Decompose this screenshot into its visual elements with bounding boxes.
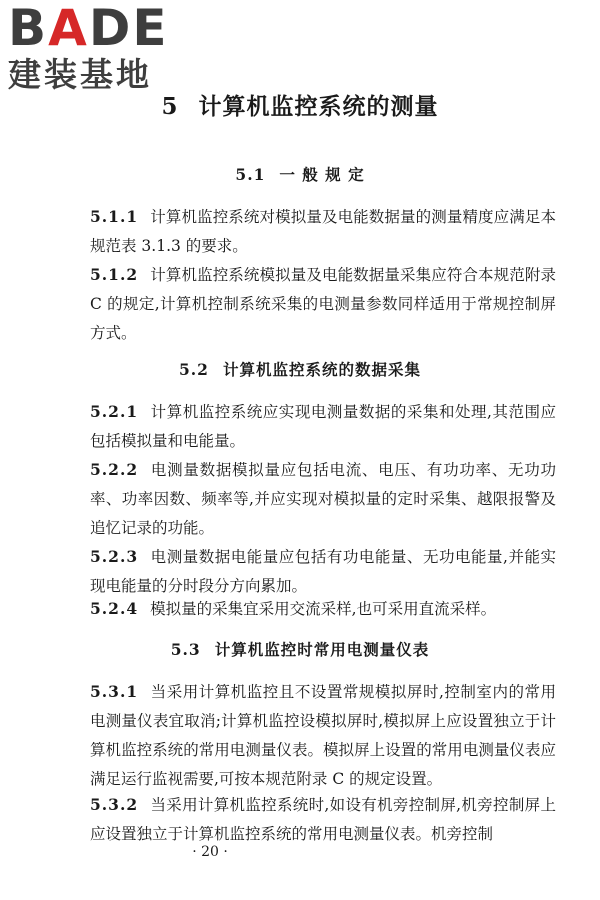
clause-text: 计算机监控系统应实现电测量数据的采集和处理,其范围应包括模拟量和电能量。 [90, 403, 556, 450]
clause-number: 5.1.1 [90, 207, 139, 226]
clause [90, 542, 556, 601]
clause-number: 5.3.1 [90, 682, 139, 701]
clause-number: 5.2.4 [90, 599, 139, 618]
chapter-title [0, 88, 600, 121]
section-heading: 5.2 计算机监控系统的数据采集 [179, 360, 421, 379]
chapter-number: 5 [161, 93, 179, 120]
clause-text: 电测量数据电能量应包括有功电能量、无功电能量,并能实现电能量的分时段分方向累加。 [90, 548, 556, 595]
clause [90, 397, 556, 456]
clause-text: 计算机监控系统模拟量及电能数据量采集应符合本规范附录 C 的规定,计算机控制系统采集的电测量参数同样适用于常规控制屏方式。 [90, 266, 556, 342]
page-number: · 20 · [192, 844, 228, 860]
clause [90, 202, 556, 261]
clause [90, 260, 556, 348]
logo [8, 2, 178, 94]
clause-number: 5.3.2 [90, 795, 139, 814]
clause-text: 电测量数据模拟量应包括电流、电压、有功功率、无功功率、功率因数、频率等,并应实现对模拟量的定时采集、越限报警及追忆记录的功能。 [90, 461, 556, 537]
section-heading: 5.1 一 般 规 定 [235, 165, 365, 184]
clause-number: 5.1.2 [90, 265, 139, 284]
chapter-title-text: 计算机监控系统的测量 [198, 93, 439, 120]
clause [90, 455, 556, 543]
clause-text: 当采用计算机监控系统时,如设有机旁控制屏,机旁控制屏上应设置独立于计算机监控系统的常用电测量仪表。机旁控制 [90, 796, 556, 843]
clause-number: 5.2.3 [90, 547, 139, 566]
clause [90, 677, 556, 794]
clause-text: 计算机监控系统对模拟量及电能数据量的测量精度应满足本规范表 3.1.3 的要求。 [90, 208, 556, 255]
logo-subtitle: 建装基地 [8, 55, 152, 94]
clause [90, 594, 556, 624]
logo-wordmark: BADE [8, 0, 169, 57]
section-heading: 5.3 计算机监控时常用电测量仪表 [170, 640, 430, 659]
clause-number: 5.2.2 [90, 460, 139, 479]
clause-number: 5.2.1 [90, 402, 139, 421]
clause-text: 模拟量的采集宜采用交流采样,也可采用直流采样。 [150, 600, 497, 618]
clause [90, 790, 556, 849]
clause-text: 当采用计算机监控且不设置常规模拟屏时,控制室内的常用电测量仪表宜取消;计算机监控设模拟屏时,模拟屏上应设置独立于计算机监控系统的常用电测量仪表。模拟屏上设置的常用电测量仪表应满足运行监视需要,可按本规范附录 C 的规定设置。 [90, 683, 556, 788]
